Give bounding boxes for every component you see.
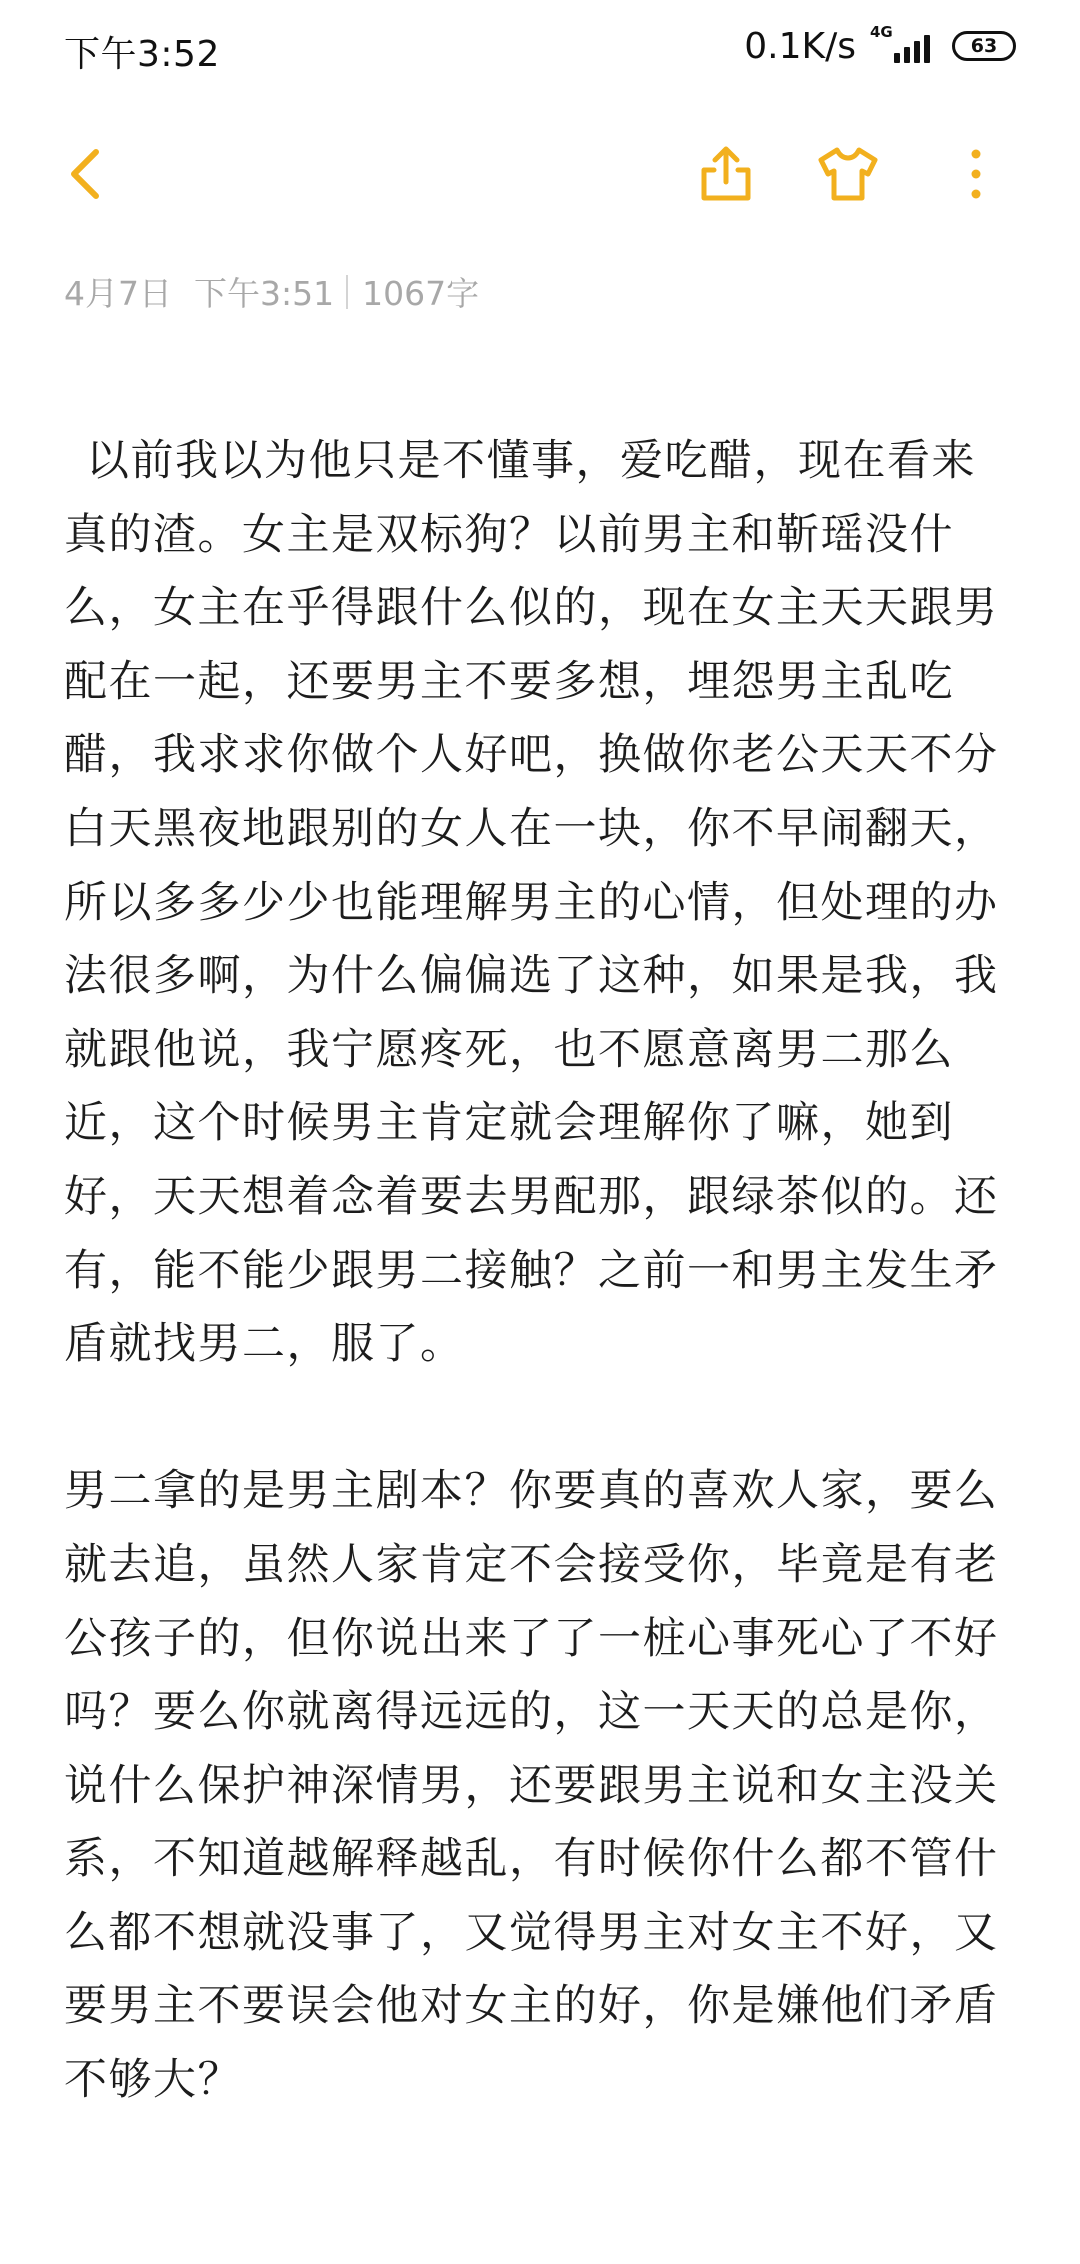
paragraph-gap: [64, 1382, 1019, 1456]
share-button[interactable]: [690, 138, 762, 210]
battery-icon: [952, 31, 1016, 61]
status-time: 下午3:52: [64, 34, 220, 75]
note-body[interactable]: [64, 425, 1019, 2118]
battery-level: 63: [970, 35, 998, 57]
network-speed: 0.1K/s: [744, 25, 856, 67]
note-paragraph: 以前我以为他只是不懂事，爱吃醋，现在看来真的渣。女主是双标狗？以前男主和靳瑶没什么，女主在乎得跟什么似的，现在女主天天跟男配在一起，还要男主不要多想，埋怨男主乱吃醋，我求求你做个人好吧，换做你老公天天不分白天黑夜地跟别的女人在一块，你不早闹翻天，所以多多少少也能理解男主的心情，但处理的办法很多啊，为什么偏偏选了这种，如果是我，我就跟他说，我宁愿疼死，也不愿意离男二那么近，这个时候男主肯定就会理解你了嘛，她到好，天天想着念着要去男配那，跟绿茶似的。还有，能不能少跟男二接触？之前一和男主发生矛盾就找男二，服了。: [64, 436, 999, 1370]
status-bar: [0, 0, 1080, 100]
note-meta: [64, 268, 479, 315]
signal-strength-icon: [870, 23, 930, 63]
note-paragraph: 男二拿的是男主剧本？你要真的喜欢人家，要么就去追，虽然人家肯定不会接受你，毕竟是有老公孩子的，但你说出来了了一桩心事死心了不好吗？要么你就离得远远的，这一天天的总是你，说什么保护神深情男，还要跟男主说和女主没关系，不知道越解释越乱，有时候你什么都不管什么都不想就没事了，又觉得男主对女主不好，又要男主不要误会他对女主的好，你是嫌他们矛盾不够大？: [64, 1466, 999, 2106]
note-date: 4月7日: [64, 274, 172, 313]
tshirt-icon: [815, 144, 881, 204]
more-options-button[interactable]: [940, 138, 1012, 210]
back-button[interactable]: [50, 138, 122, 210]
note-time: 下午3:51: [194, 274, 335, 313]
word-count: 1067字: [362, 274, 480, 313]
network-type: 4G: [870, 23, 893, 41]
status-indicators: [744, 24, 1016, 68]
share-icon: [696, 144, 756, 204]
note-toolbar: [0, 100, 1080, 250]
meta-divider: [346, 275, 348, 309]
back-arrow-icon: [66, 146, 106, 202]
more-vertical-icon: [966, 144, 986, 204]
theme-button[interactable]: [812, 138, 884, 210]
